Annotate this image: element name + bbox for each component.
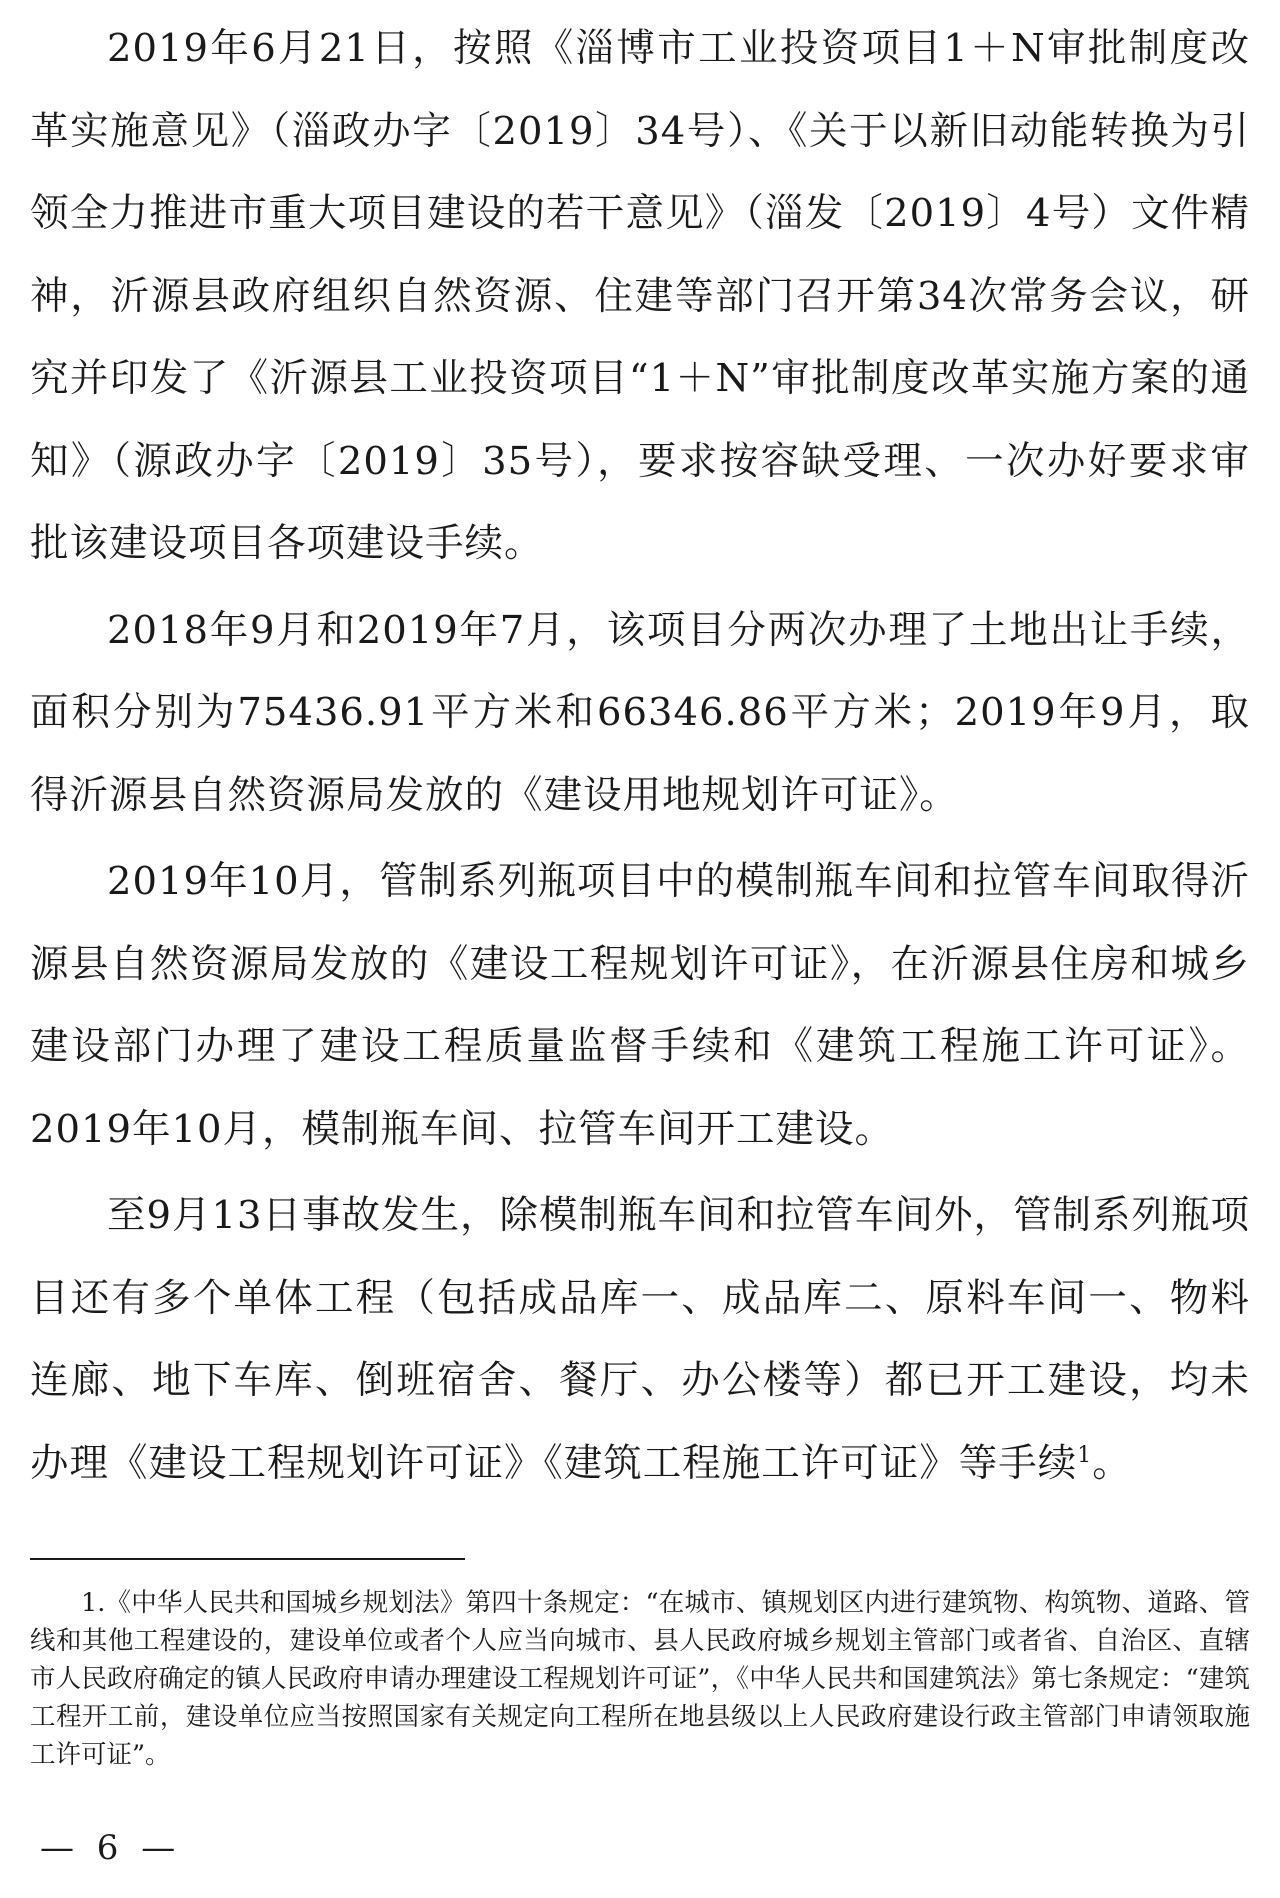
- paragraph-construction-permits: 2019年10月，管制系列瓶项目中的模制瓶车间和拉管车间取得沂源县自然资源局发放的《建设工程规划许可证》，在沂源县住房和城乡建设部门办理了建设工程质量监督手续和《建筑工程施工许可证》。2019年10月，模制瓶车间、拉管车间开工建设。: [30, 859, 1250, 1152]
- footnote-divider: [30, 1558, 465, 1560]
- footnote-reference: 1: [1077, 1442, 1093, 1468]
- paragraph-text: 至9月13日事故发生，除模制瓶车间和拉管车间外，管制系列瓶项目还有多个单体工程（包括成品库一、成品库二、原料车间一、物料连廊、地下车库、倒班宿舍、餐厅、办公楼等）都已开工建设，均未办理《建设工程规划许可证》《建筑工程施工许可证》等手续: [30, 1193, 1250, 1486]
- paragraph-unpermitted-works: [30, 1175, 1250, 1505]
- body-text: [30, 8, 1250, 1509]
- paragraph-approval-reform: 2019年6月21日，按照《淄博市工业投资项目1＋N审批制度改革实施意见》（淄政办字〔2019〕34号）、《关于以新旧动能转换为引领全力推进市重大项目建设的若干意见》（淄发〔2019〕4号）文件精神，沂源县政府组织自然资源、住建等部门召开第34次常务会议，研究并印发了《沂源县工业投资项目“1＋N”审批制度改革实施方案的通知》（源政办字〔2019〕35号），要求按容缺受理、一次办好要求审批该建设项目各项建设手续。: [30, 26, 1250, 566]
- paragraph-end-punctuation: 。: [1092, 1440, 1132, 1486]
- page-number: — 6 —: [40, 1828, 182, 1868]
- footnote: 1.《中华人民共和国城乡规划法》第四十条规定：“在城市、镇规划区内进行建筑物、构筑物、道路、管线和其他工程建设的，建设单位或者个人应当向城市、县人民政府城乡规划主管部门或者省、自治区、直辖市人民政府确定的镇人民政府申请办理建设工程规划许可证”，《中华人民共和国建筑法》第七条规定：“建筑工程开工前，建设单位应当按照国家有关规定向工程所在地县级以上人民政府建设行政主管部门申请领取施工许可证”。: [30, 1588, 1250, 1770]
- paragraph-land-transfer: 2018年9月和2019年7月，该项目分两次办理了土地出让手续，面积分别为75436.91平方米和66346.86平方米；2019年9月，取得沂源县自然资源局发放的《建设用地规划许可证》。: [30, 607, 1250, 818]
